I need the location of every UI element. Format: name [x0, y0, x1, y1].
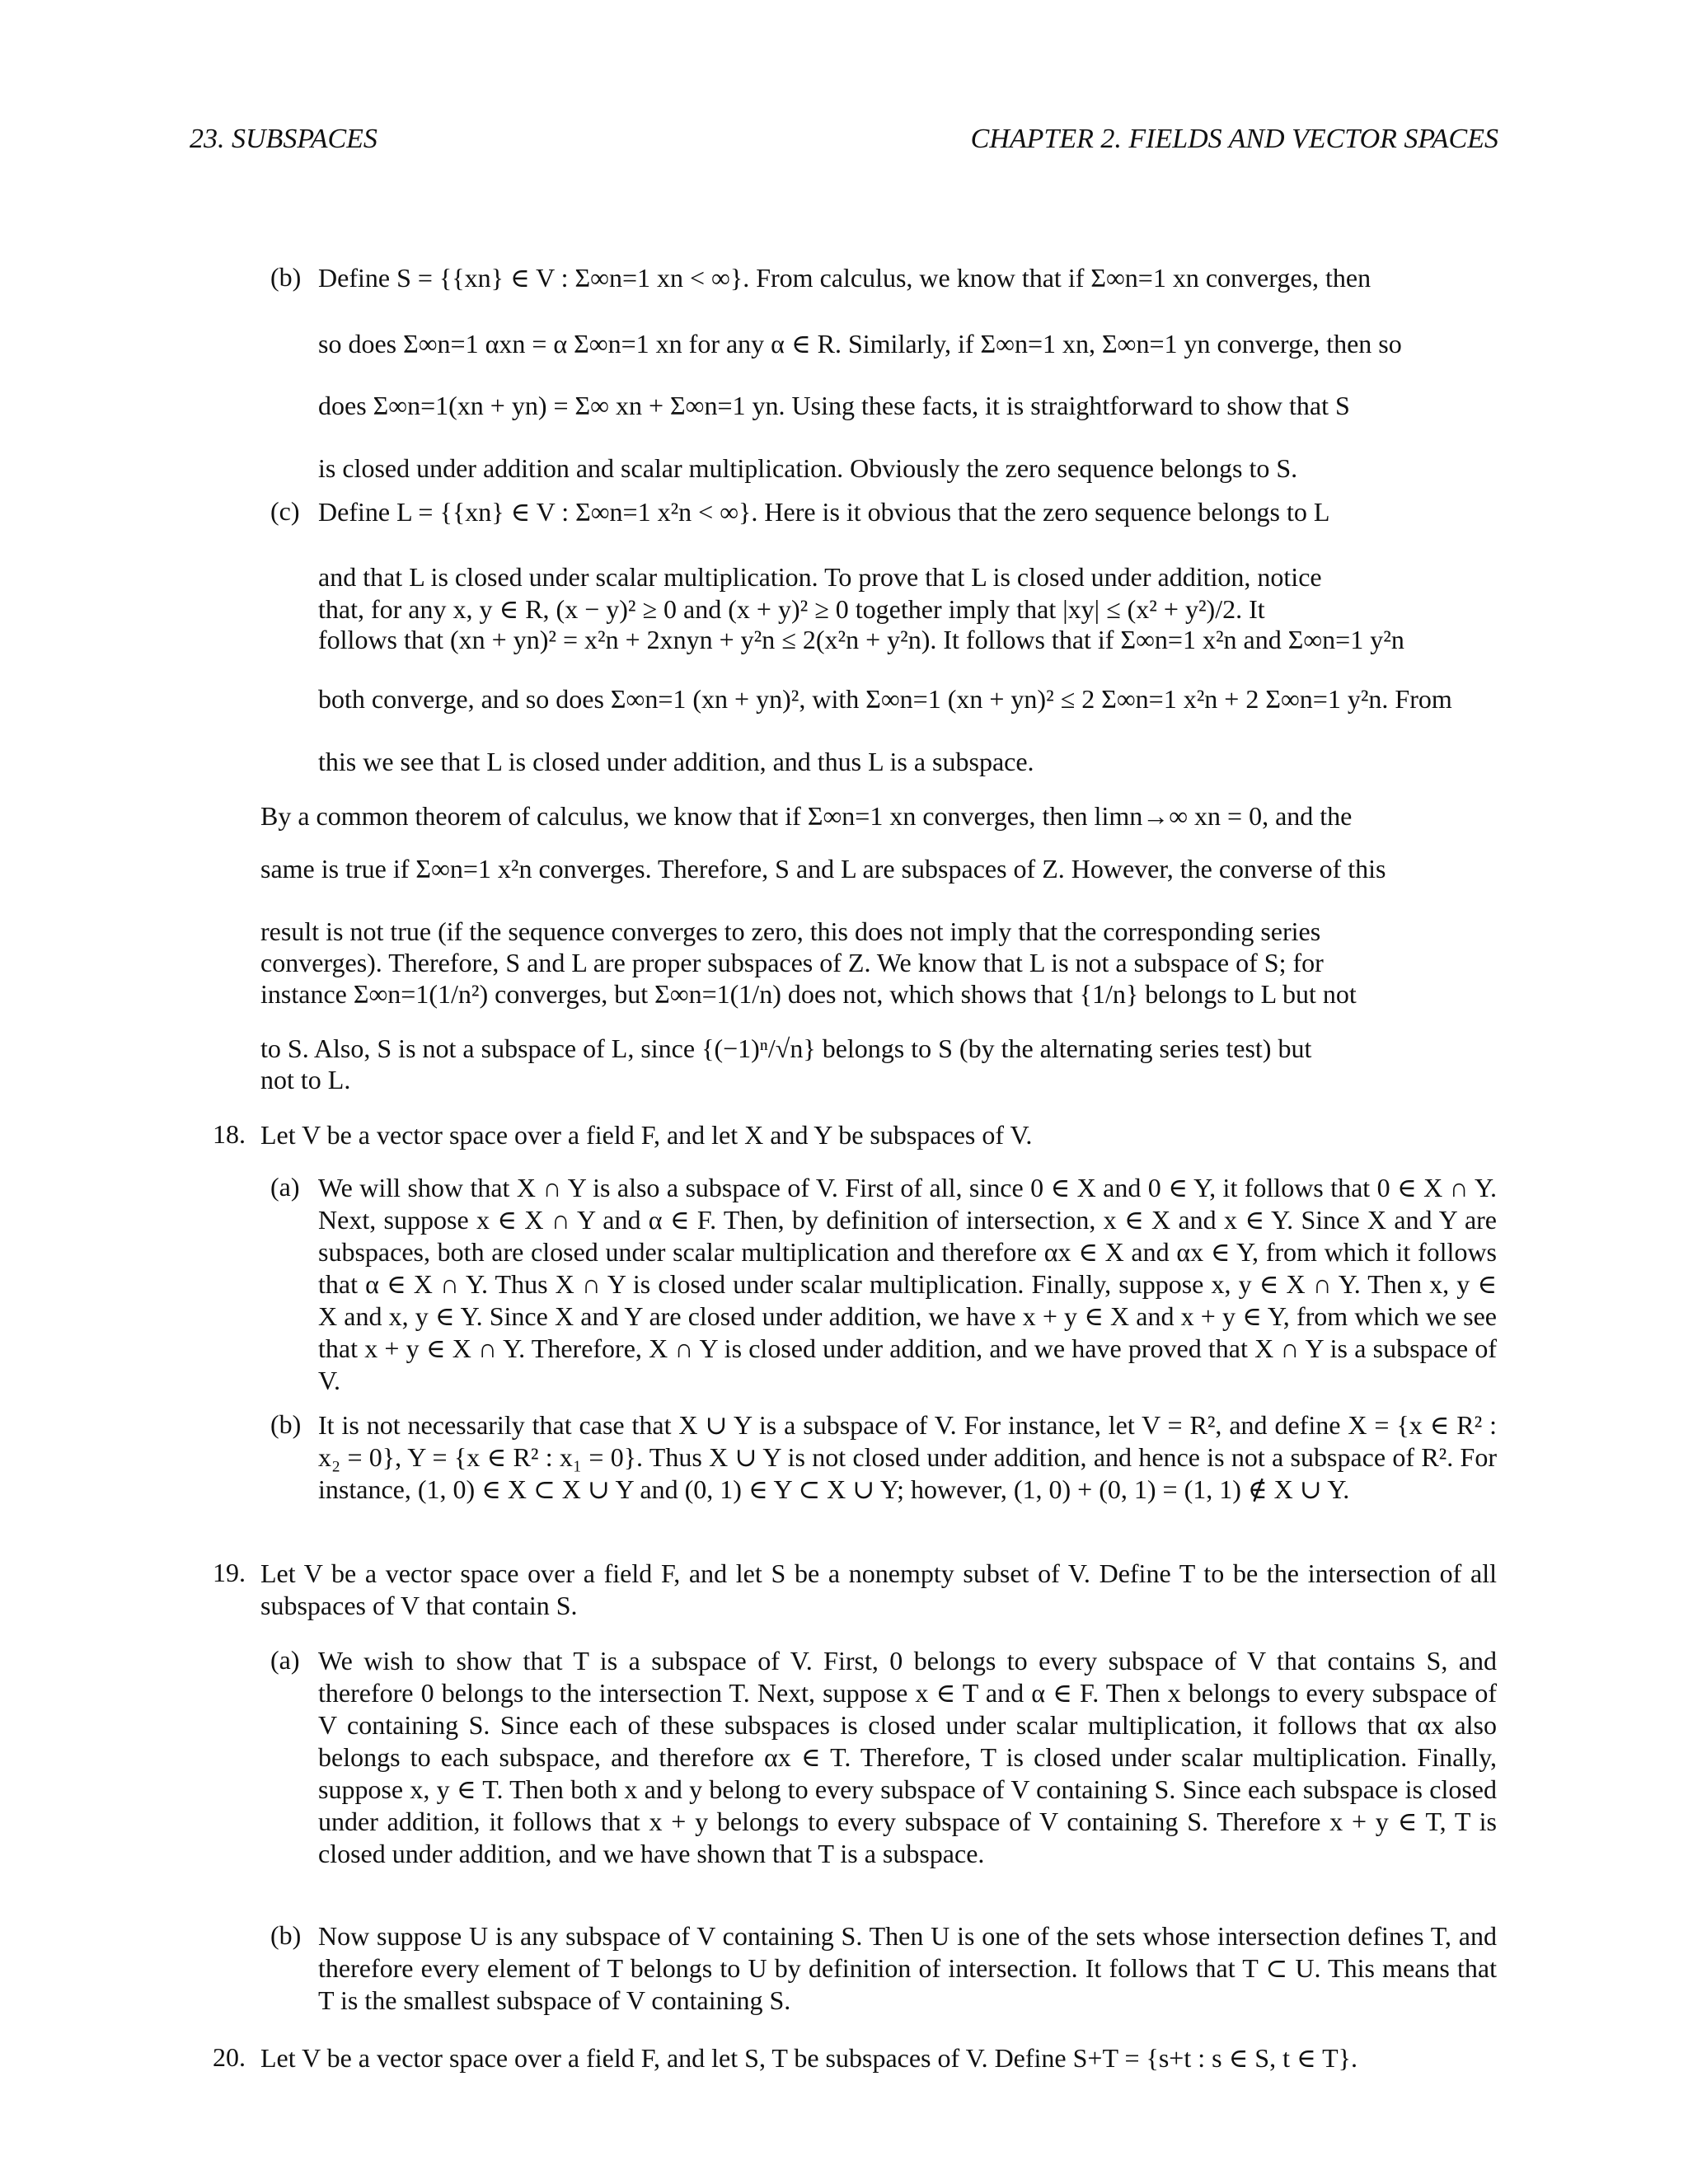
exercise-18a-text: We will show that X ∩ Y is also a subspace of V. First of all, since 0 ∈ X and 0 ∈ Y, it follows that 0 ∈ X ∩ Y. Next, suppose x ∈ X ∩ Y and α ∈ F. Then, by definition of intersection, x ∈ X and x ∈ Y. Since X and Y are subspaces, both are closed under scalar multiplication and therefore αx ∈ X and αx ∈ Y, from which it follows that α ∈ X ∩ Y. Thus X ∩ Y is closed under scalar multiplication. Finally, suppose x, y ∈ X ∩ Y. Then x, y ∈ X and x, y ∈ Y. Since X and Y are closed under addition, we have x + y ∈ X and x + y ∈ Y, from which we see that x + y ∈ X ∩ Y. Therefore, X ∩ Y is closed under addition, and we have proved that X ∩ Y is a subspace of V. [318, 1173, 1497, 1395]
paragraph-line-2: same is true if Σ∞n=1 x²n converges. Therefore, S and L are subspaces of Z. However, the converse of this [260, 854, 1386, 883]
item-c-line-6: this we see that L is closed under addition, and thus L is a subspace. [318, 747, 1034, 776]
item-b-line-4: is closed under addition and scalar multiplication. Obviously the zero sequence belongs to S. [318, 453, 1298, 483]
exercise-18b-label: (b) [270, 1409, 302, 1439]
item-b-label: (b) [270, 262, 302, 292]
item-c-line-1: Define L = {{xn} ∈ V : Σ∞n=1 x²n < ∞}. Here is it obvious that the zero sequence belongs to L [318, 497, 1330, 527]
paragraph-line-5: instance Σ∞n=1(1/n²) converges, but Σ∞n=1(1/n) does not, which shows that {1/n} belongs to L but not [260, 979, 1357, 1009]
exercise-19b-label: (b) [270, 1920, 302, 1950]
header-section-title: 23. SUBSPACES [190, 124, 377, 154]
paragraph-line-7: not to L. [260, 1065, 351, 1094]
paragraph-line-3: result is not true (if the sequence converges to zero, this does not imply that the corresponding series [260, 916, 1321, 946]
header-chapter-title: CHAPTER 2. FIELDS AND VECTOR SPACES [970, 124, 1498, 154]
paragraph-line-1: By a common theorem of calculus, we know that if Σ∞n=1 xn converges, then limn→∞ xn = 0, and the [260, 801, 1353, 831]
paragraph-line-6: to S. Also, S is not a subspace of L, since {(−1)ⁿ/√n} belongs to S (by the alternating series test) but [260, 1033, 1312, 1063]
exercise-20-number: 20. [213, 2042, 246, 2072]
exercise-19b-text: Now suppose U is any subspace of V containing S. Then U is one of the sets whose intersection defines T, and therefore every element of T belongs to U by definition of intersection. It follows that T ⊂ U. This means that T is the smallest subspace of V containing S. [318, 1921, 1497, 2015]
exercise-18-text: Let V be a vector space over a field F, and let X and Y be subspaces of V. [260, 1120, 1033, 1150]
exercise-20-text: Let V be a vector space over a field F, and let S, T be subspaces of V. Define S+T = {s+t : s ∈ S, t ∈ T}. [260, 2043, 1357, 2073]
item-c-label: (c) [270, 496, 300, 526]
exercise-19a-text: We wish to show that T is a subspace of V. First, 0 belongs to every subspace of V that contains S, and therefore 0 belongs to the intersection T. Next, suppose x ∈ T and α ∈ F. Then x belongs to every subspace of V containing S. Since each of these subspaces is closed under scalar multiplication, it follows that αx also belongs to each subspace, and therefore αx ∈ T. Therefore, T is closed under scalar multiplication. Finally, suppose x, y ∈ T. Then both x and y belong to every subspace of V containing S. Since each subspace is closed under addition, it follows that x + y belongs to every subspace of V containing S. Therefore x + y ∈ T, T is closed under addition, and we have shown that T is a subspace. [318, 1646, 1497, 1868]
item-c-line-5: both converge, and so does Σ∞n=1 (xn + yn)², with Σ∞n=1 (xn + yn)² ≤ 2 Σ∞n=1 x²n + 2 Σ∞n=1 y²n. From [318, 684, 1452, 714]
item-c-line-3: that, for any x, y ∈ R, (x − y)² ≥ 0 and (x + y)² ≥ 0 together imply that |xy| ≤ (x² + y²)/2. It [318, 594, 1265, 624]
exercise-19-text: Let V be a vector space over a field F, and let S be a nonempty subset of V. Define T to be the intersection of all subspaces of V that contain S. [260, 1558, 1497, 1620]
item-c-line-2: and that L is closed under scalar multiplication. To prove that L is closed under addition, notice [318, 562, 1322, 592]
exercise-18b-text: It is not necessarily that case that X ∪ Y is a subspace of V. For instance, let V = R², and define X = {x ∈ R² : x₂ = 0}, Y = {x ∈ R² : x₁ = 0}. Thus X ∪ Y is not closed under addition, and hence is not a subspace of R². For instance, (1, 0) ∈ X ⊂ X ∪ Y and (0, 1) ∈ Y ⊂ X ∪ Y; however, (1, 0) + (0, 1) = (1, 1) ∉ X ∪ Y. [318, 1410, 1497, 1504]
item-b-line-3: does Σ∞n=1(xn + yn) = Σ∞ xn + Σ∞n=1 yn. Using these facts, it is straightforward to show that S [318, 391, 1350, 420]
item-c-line-4: follows that (xn + yn)² = x²n + 2xnyn + y²n ≤ 2(x²n + y²n). It follows that if Σ∞n=1 x²n and Σ∞n=1 y²n [318, 625, 1404, 654]
item-b-line-1: Define S = {{xn} ∈ V : Σ∞n=1 xn < ∞}. From calculus, we know that if Σ∞n=1 xn converges, then [318, 263, 1372, 293]
exercise-19a-label: (a) [270, 1645, 300, 1675]
item-b-line-2: so does Σ∞n=1 αxn = α Σ∞n=1 xn for any α ∈ R. Similarly, if Σ∞n=1 xn, Σ∞n=1 yn converge, then so [318, 329, 1402, 359]
exercise-19-number: 19. [213, 1558, 246, 1587]
exercise-18a-label: (a) [270, 1172, 300, 1202]
paragraph-line-4: converges). Therefore, S and L are proper subspaces of Z. We know that L is not a subspace of S; for [260, 948, 1324, 977]
page-header [190, 124, 1498, 162]
exercise-18-number: 18. [213, 1119, 246, 1149]
